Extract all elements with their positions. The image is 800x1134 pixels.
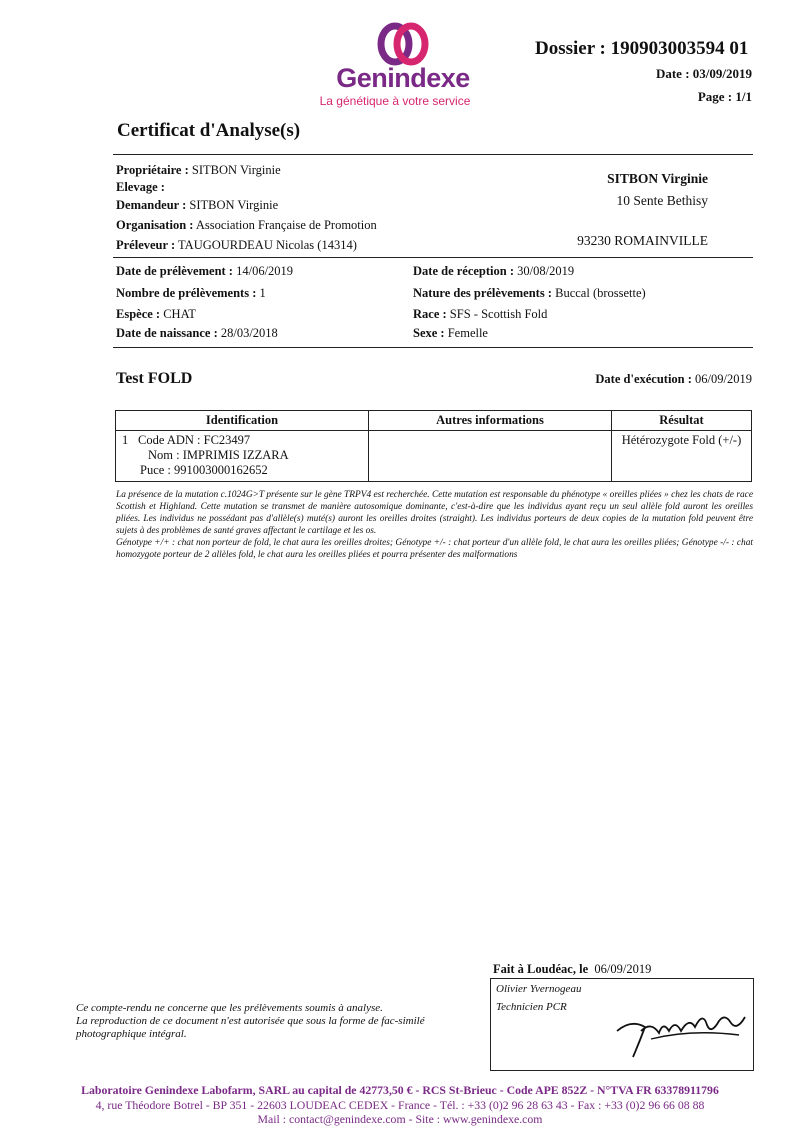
sex-field: Sexe : Femelle	[413, 326, 488, 340]
sampler-field: Préleveur : TAUGOURDEAU Nicolas (14314)	[116, 238, 357, 252]
requester-field: Demandeur : SITBON Virginie	[116, 198, 279, 212]
brand-name: Genindexe	[336, 63, 470, 93]
document-date: Date : 03/09/2019	[655, 66, 752, 81]
sample-nature-field: Nature des prélèvements : Buccal (brossette)	[413, 286, 646, 300]
divider	[113, 154, 753, 155]
sampling-date-field: Date de prélèvement : 14/06/2019	[116, 264, 294, 278]
result-cell: Hétérozygote Fold (+/-)	[612, 431, 752, 482]
owner-field: Propriétaire : SITBON Virginie	[116, 163, 281, 177]
genotype-legend: Génotype +/+ : chat non porteur de fold, le chat aura les oreilles droites; Génotype +/- : chat porteur d'un allèle fold, le chat aura les oreilles pliées; Génotype -/- : chat homozygote porteur de 2 allèles fold, le chat aura les oreilles pliées et pourra présenter des malformations	[116, 538, 753, 560]
organisation-field: Organisation : Association Française de Promotion	[116, 218, 377, 232]
breeding-field: Elevage :	[116, 180, 165, 194]
species-field: Espèce : CHAT	[116, 307, 196, 321]
page-title: Certificat d'Analyse(s)	[117, 120, 301, 141]
chip-number: Puce : 991003000162652	[140, 463, 268, 477]
table-header-row	[116, 411, 752, 431]
signatory-role: Technicien PCR	[496, 1001, 567, 1013]
divider	[113, 347, 753, 348]
other-info-cell	[369, 431, 612, 482]
handwritten-signature-icon	[611, 991, 751, 1065]
disclaimer-line: Ce compte-rendu ne concerne que les prélèvements soumis à analyse.	[76, 1002, 383, 1014]
results-table	[115, 410, 752, 482]
column-header: Autres informations	[369, 411, 612, 431]
address-street: 10 Sente Bethisy	[616, 193, 708, 208]
signatory-name: Olivier Yvernogeau	[496, 983, 582, 995]
footer-company: Laboratoire Genindexe Labofarm, SARL au capital de 42773,50 € - RCS St-Brieuc - Code APE 852Z - N°TVA FR 63378911796	[81, 1083, 719, 1097]
test-name: Test FOLD	[116, 370, 193, 387]
address-name: SITBON Virginie	[607, 171, 708, 186]
column-header: Identification	[116, 411, 369, 431]
dna-code: Code ADN : FC23497	[138, 433, 251, 447]
mutation-description: La présence de la mutation c.1024G>T présente sur le gène TRPV4 est recherchée. Cette mutation est responsable du phénotype « oreilles pliées » chez les chats de race Scottish et Highland. Cette mutation se transmet de manière autosomique dominante, c'est-à-dire que les individus ayant reçu un seul allèle fold auront les oreilles pliées. Les individus ne possédant pas d'allèle(s) muté(s) auront les oreilles droites (straight). Les individus porteurs de deux copies de la mutation fold peuvent être sujets à des problèmes de santé graves affectant le cartilage et les os.	[116, 490, 753, 536]
breed-field: Race : SFS - Scottish Fold	[413, 307, 548, 321]
divider	[113, 257, 753, 258]
address-city: 93230 ROMAINVILLE	[577, 233, 708, 248]
dossier-number: Dossier : 190903003594 01	[535, 38, 749, 59]
identification-cell	[116, 431, 369, 482]
signed-at-field: Fait à Loudéac, le 06/09/2019	[493, 962, 652, 976]
disclaimer	[76, 1002, 476, 1041]
row-index: 1	[122, 433, 129, 447]
footer-address: 4, rue Théodore Botrel - BP 351 - 22603 LOUDEAC CEDEX - France - Tél. : +33 (0)2 96 28 63 43 - Fax : +33 (0)2 96 66 08 88	[95, 1098, 705, 1112]
genindexe-logo-icon	[373, 22, 433, 66]
animal-name: Nom : IMPRIMIS IZZARA	[148, 448, 289, 462]
column-header: Résultat	[612, 411, 752, 431]
sample-count-field: Nombre de prélèvements : 1	[116, 286, 266, 300]
page-number: Page : 1/1	[697, 89, 752, 104]
footer-contact: Mail : contact@genindexe.com - Site : www.genindexe.com	[257, 1112, 543, 1126]
signature-box	[490, 978, 754, 1071]
execution-date-field: Date d'exécution : 06/09/2019	[595, 372, 752, 386]
method-note	[116, 489, 753, 561]
disclaimer-line: photographique intégral.	[76, 1028, 187, 1040]
reception-date-field: Date de réception : 30/08/2019	[413, 264, 575, 278]
disclaimer-line: La reproduction de ce document n'est autorisée que sous la forme de fac-similé	[76, 1015, 425, 1027]
birth-date-field: Date de naissance : 28/03/2018	[116, 326, 278, 340]
table-row	[116, 431, 752, 482]
brand-tagline: La génétique à votre service	[319, 94, 471, 108]
